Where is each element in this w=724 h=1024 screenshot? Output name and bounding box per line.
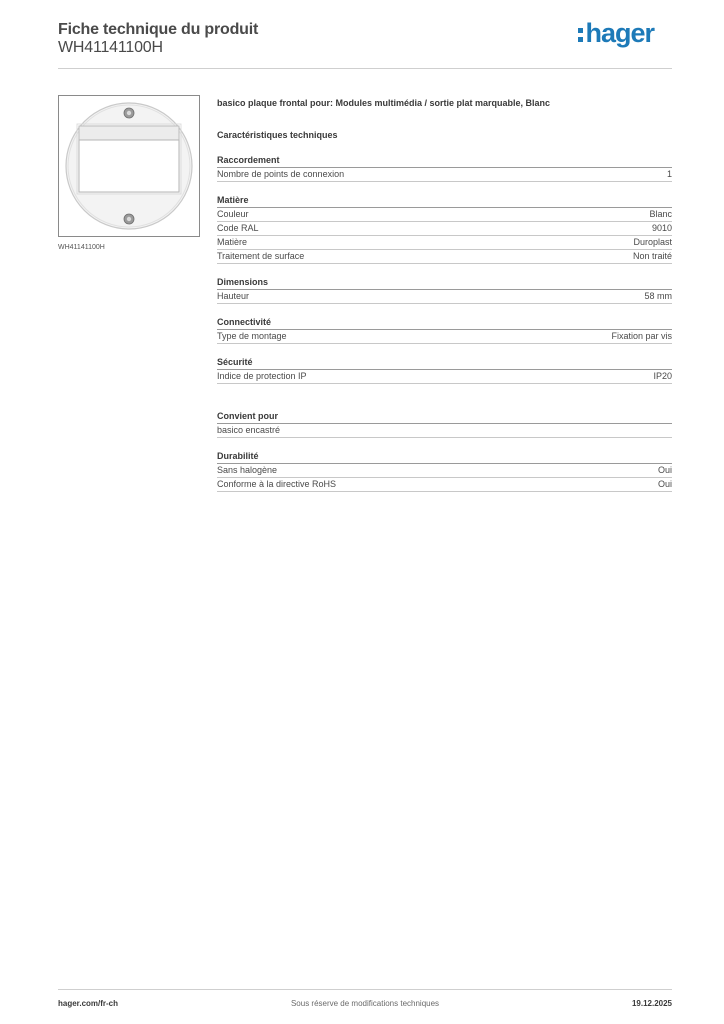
specs-content — [217, 96, 672, 492]
section-matiere — [217, 194, 672, 264]
spec-label: Code RAL — [217, 223, 259, 233]
spec-value: 1 — [666, 169, 672, 179]
spec-row — [217, 424, 672, 438]
footer-date: 19.12.2025 — [631, 999, 672, 1008]
footer-disclaimer: Sous réserve de modifications techniques — [290, 999, 440, 1008]
section-title: Dimensions — [217, 276, 672, 290]
spec-row — [217, 370, 672, 384]
product-reference: WH41141100H — [58, 39, 163, 56]
section-raccordement — [217, 154, 672, 182]
spec-row — [217, 464, 672, 478]
section-dimensions — [217, 276, 672, 304]
logo-text: hager — [585, 18, 654, 48]
cover-plate-icon — [59, 96, 199, 236]
spec-value: Oui — [657, 479, 672, 489]
spec-value: Fixation par vis — [611, 331, 672, 341]
spec-label: Indice de protection IP — [217, 371, 307, 381]
section-securite — [217, 356, 672, 384]
spec-row — [217, 236, 672, 250]
page-title: Fiche technique du produit — [58, 21, 259, 38]
spec-row — [217, 168, 672, 182]
section-durabilite — [217, 450, 672, 492]
logo-colon-icon — [578, 26, 584, 48]
spec-label: Type de montage — [217, 331, 287, 341]
spec-label: Traitement de surface — [217, 251, 305, 261]
spec-value: Blanc — [649, 209, 672, 219]
product-image-caption: WH41141100H — [58, 244, 105, 251]
spec-row — [217, 250, 672, 264]
specs-heading: Caractéristiques techniques — [217, 130, 338, 140]
section-title: Raccordement — [217, 154, 672, 168]
product-image — [58, 95, 200, 237]
spec-row — [217, 478, 672, 492]
spec-label: Matière — [217, 237, 248, 247]
page-footer — [58, 989, 672, 1010]
spec-row — [217, 222, 672, 236]
spec-value: 58 mm — [644, 291, 672, 301]
section-title: Matière — [217, 194, 672, 208]
spec-label: Hauteur — [217, 291, 250, 301]
spec-label: Nombre de points de connexion — [217, 169, 345, 179]
spec-value: Duroplast — [633, 237, 672, 247]
section-connectivite — [217, 316, 672, 344]
section-convient-pour — [217, 410, 672, 438]
spec-value: 9010 — [651, 223, 672, 233]
section-title: Sécurité — [217, 356, 672, 370]
page-header — [58, 20, 672, 69]
hager-logo — [578, 18, 654, 49]
spec-label: Couleur — [217, 209, 249, 219]
product-description: basico plaque frontal pour: Modules multimédia / sortie plat marquable, Blanc — [217, 98, 551, 108]
section-title: Convient pour — [217, 410, 672, 424]
section-title: Connectivité — [217, 316, 672, 330]
spec-row — [217, 290, 672, 304]
spec-label: basico encastré — [217, 425, 281, 435]
spec-row — [217, 330, 672, 344]
spec-label: Sans halogène — [217, 465, 278, 475]
spec-label: Conforme à la directive RoHS — [217, 479, 337, 489]
section-title: Durabilité — [217, 450, 672, 464]
spec-value: Non traité — [632, 251, 672, 261]
spec-value: IP20 — [653, 371, 672, 381]
spec-value: Oui — [657, 465, 672, 475]
footer-website-link[interactable]: hager.com/fr-ch — [58, 999, 119, 1008]
spec-row — [217, 208, 672, 222]
